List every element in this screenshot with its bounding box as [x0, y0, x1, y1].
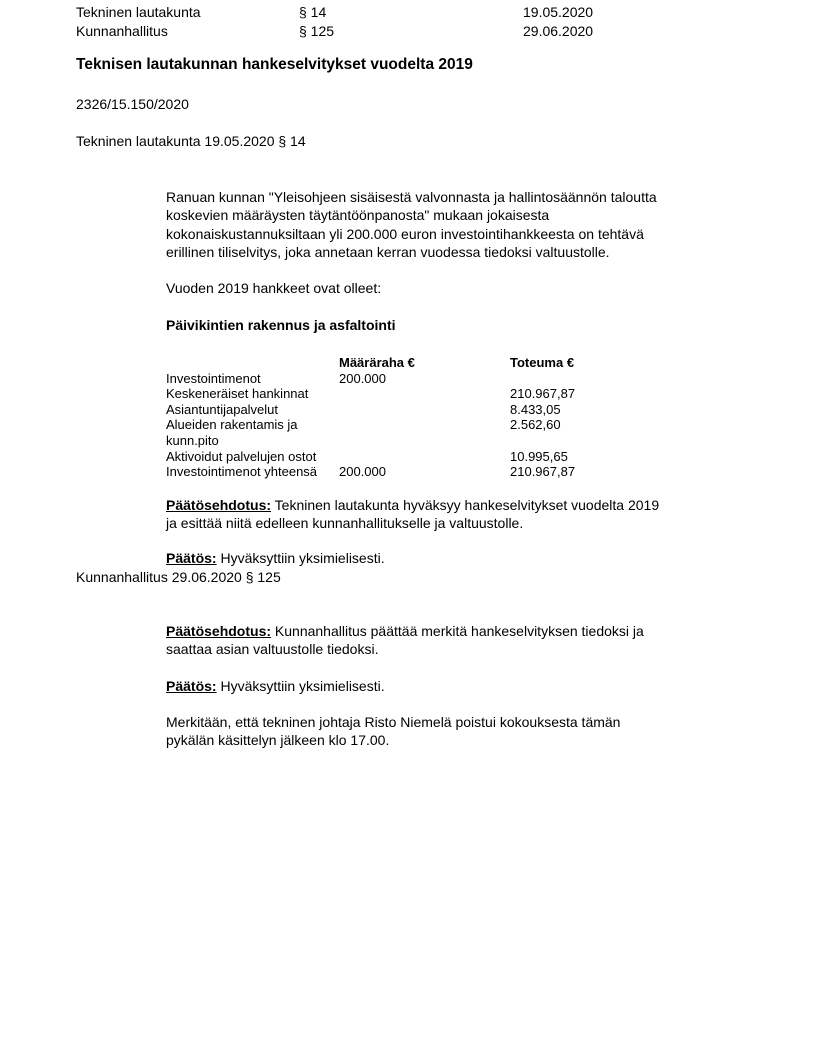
- paragraph-line: erillinen tiliselvitys, joka annetaan kerran vuodessa tiedoksi valtuustolle.: [166, 243, 610, 260]
- decision-2: [166, 677, 385, 695]
- paragraph-line: Ranuan kunnan "Yleisohjeen sisäisestä valvonnasta ja hallintosäännön taloutta: [166, 189, 657, 205]
- row-actual: 210.967,87: [510, 386, 576, 402]
- row-budget: [339, 417, 510, 448]
- intro-paragraph: [166, 188, 657, 261]
- decision-proposal-label: Päätösehdotus:: [166, 623, 272, 639]
- row-budget: 200.000: [339, 370, 386, 386]
- row-label: Investointimenot: [166, 370, 261, 386]
- paragraph-line: pykälän käsittelyn jälkeen klo 17.00.: [166, 732, 390, 749]
- section2-heading: Kunnanhallitus 29.06.2020 § 125: [76, 569, 281, 585]
- row-budget: [339, 386, 510, 402]
- table-row: [166, 371, 756, 387]
- decision-proposal-1: [166, 496, 766, 533]
- proposal-line: [166, 622, 766, 640]
- row-actual: [510, 371, 756, 387]
- row-label: Investointimenot yhteensä: [166, 464, 318, 480]
- paragraph-line: koskevien määräysten täytäntöönpanosta" mukaan jokaisesta: [166, 207, 550, 224]
- note-paragraph: [166, 713, 620, 750]
- proposal-line: ja esittää niitä edelleen kunnanhallitukselle ja valtuustolle.: [166, 515, 524, 532]
- header-meeting-date: 29.06.2020: [523, 23, 594, 40]
- header-section-number: § 14: [299, 4, 327, 20]
- header-body-name: Kunnanhallitus: [76, 23, 168, 40]
- header-body-name: Tekninen lautakunta: [76, 4, 201, 20]
- decision-1: [166, 549, 385, 567]
- decision-proposal-text: Kunnanhallitus päättää merkitä hankeselvityksen tiedoksi ja: [271, 623, 644, 639]
- table-row: [166, 449, 756, 465]
- row-actual: 210.967,87: [510, 464, 576, 480]
- table-header-row: [166, 355, 756, 371]
- decision-text: Hyväksyttiin yksimielisesti.: [216, 678, 385, 694]
- decision-label: Päätös:: [166, 678, 217, 694]
- header-meeting-date: 19.05.2020: [523, 4, 594, 20]
- table-header-label: [166, 355, 339, 371]
- header-section-number: § 125: [299, 23, 335, 40]
- paragraph-line: kokonaiskustannuksiltaan yli 200.000 euron investointihankkeesta on tehtävä: [166, 225, 644, 242]
- table-header-actual: Toteuma €: [510, 355, 575, 370]
- row-label: Alueiden rakentamis ja kunn.pito: [166, 417, 298, 448]
- finance-table: [166, 355, 756, 480]
- row-budget: [339, 402, 510, 418]
- decision-proposal-label: Päätösehdotus:: [166, 497, 272, 513]
- row-budget: [339, 449, 510, 465]
- decision-label: Päätös:: [166, 550, 217, 566]
- decision-proposal-text: Tekninen lautakunta hyväksyy hankeselvitykset vuodelta 2019: [271, 497, 660, 513]
- project-title: Päivikintien rakennus ja asfaltointi: [166, 317, 396, 333]
- row-actual: 2.562,60: [510, 417, 561, 433]
- table-row: [166, 417, 756, 448]
- table-row: [166, 386, 756, 402]
- paragraph-line: Merkitään, että tekninen johtaja Risto Niemelä poistui kokouksesta tämän: [166, 714, 621, 730]
- proposal-line: saattaa asian valtuustolle tiedoksi.: [166, 641, 379, 658]
- document-header: [76, 3, 683, 42]
- row-label: Asiantuntijapalvelut: [166, 401, 279, 417]
- decision-proposal-2: [166, 622, 766, 659]
- page-title: Teknisen lautakunnan hankeselvitykset vuodelta 2019: [76, 56, 473, 73]
- decision-text: Hyväksyttiin yksimielisesti.: [216, 550, 385, 566]
- table-row: [166, 402, 756, 418]
- row-actual: 10.995,65: [510, 448, 568, 464]
- section1-heading: Tekninen lautakunta 19.05.2020 § 14: [76, 133, 306, 149]
- table-header-budget: Määräraha €: [339, 355, 415, 370]
- row-label: Keskeneräiset hankinnat: [166, 386, 309, 402]
- proposal-line: [166, 496, 766, 514]
- row-label: Aktivoidut palvelujen ostot: [166, 448, 317, 464]
- table-row-total: [166, 464, 756, 480]
- row-actual: 8.433,05: [510, 401, 561, 417]
- case-number: 2326/15.150/2020: [76, 96, 189, 112]
- projects-intro-line: Vuoden 2019 hankkeet ovat olleet:: [166, 280, 382, 296]
- row-budget: 200.000: [339, 464, 386, 480]
